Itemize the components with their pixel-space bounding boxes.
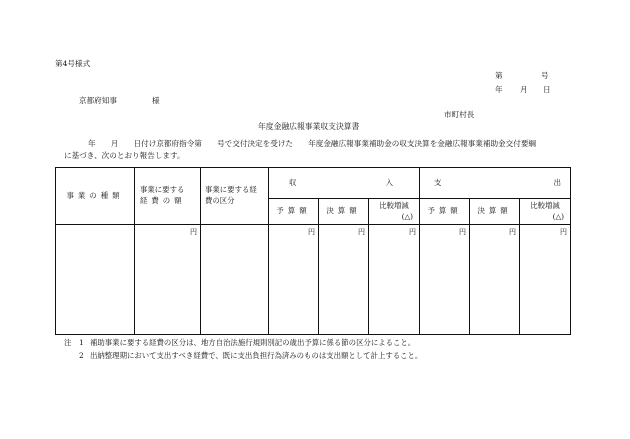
- unit-yen: 円: [459, 228, 467, 236]
- addressee-honorific: 様: [152, 96, 160, 105]
- date-year: 年: [495, 85, 503, 94]
- cell-income-budget[interactable]: [269, 225, 319, 335]
- unit-yen: 円: [409, 228, 417, 236]
- cell-expense-budget[interactable]: [420, 225, 470, 335]
- cell-cost-category[interactable]: [201, 225, 269, 335]
- cell-required-cost[interactable]: [135, 225, 201, 335]
- note-2-number: 2: [79, 351, 84, 360]
- header-income-settlement: 決算額: [319, 199, 369, 225]
- header-expense-comparison: 比較増減 (△): [520, 199, 571, 225]
- unit-yen: 円: [560, 228, 568, 236]
- unit-yen: 円: [358, 228, 365, 236]
- header-expense-budget: 予算額: [420, 199, 470, 225]
- header-required-cost: 事業に要する 経費の額: [135, 168, 201, 225]
- header-expense: 支 出: [420, 168, 571, 199]
- note-2-text: 出納整理期において支出すべき経費で、既に支出負担行為済みのものは支出額として計上すること。: [90, 351, 423, 360]
- settlement-table: [55, 167, 571, 335]
- unit-yen: 円: [190, 228, 197, 236]
- doc-number-suffix: 号: [541, 71, 549, 80]
- cell-project-type[interactable]: [56, 225, 135, 335]
- header-income-budget: 予算額: [269, 199, 319, 225]
- addressee-name: 京都府知事: [79, 96, 117, 105]
- header-income: 収 入: [269, 168, 420, 199]
- unit-yen: 円: [308, 228, 315, 236]
- cell-expense-settlement[interactable]: [470, 225, 520, 335]
- body-text-line-2: に基づき、次のとおり報告します。: [64, 151, 185, 160]
- note-1-number: 1: [79, 338, 84, 347]
- cell-expense-comparison[interactable]: [520, 225, 571, 335]
- note-1-text: 補助事業に要する経費の区分は、地方自治法施行規則別記の歳出予算に係る節の区分によること。: [90, 338, 416, 347]
- header-income-comparison: 比較増減 (△): [369, 199, 420, 225]
- form-number: 第4号様式: [55, 59, 91, 68]
- unit-yen: 円: [509, 228, 517, 236]
- body-text-line-1: 年 月 日付け京都府指令第 号で交付決定を受けた 年度金融広報事業補助金の収支決算を金融広報事業補助金交付要綱: [88, 139, 537, 148]
- cell-income-comparison[interactable]: [369, 225, 420, 335]
- header-project-type: 事業の種類: [56, 168, 135, 225]
- document-title: 年度金融広報事業収支決算書: [258, 122, 360, 131]
- date-month: 月: [520, 85, 528, 94]
- date-day: 日: [543, 85, 551, 94]
- notes-label: 注: [64, 338, 72, 347]
- header-cost-category: 事業に要する経 費の区分: [201, 168, 269, 225]
- doc-number-prefix: 第: [495, 71, 503, 80]
- cell-income-settlement[interactable]: [319, 225, 369, 335]
- sender-name: 市町村長: [444, 110, 475, 119]
- header-expense-settlement: 決算額: [470, 199, 520, 225]
